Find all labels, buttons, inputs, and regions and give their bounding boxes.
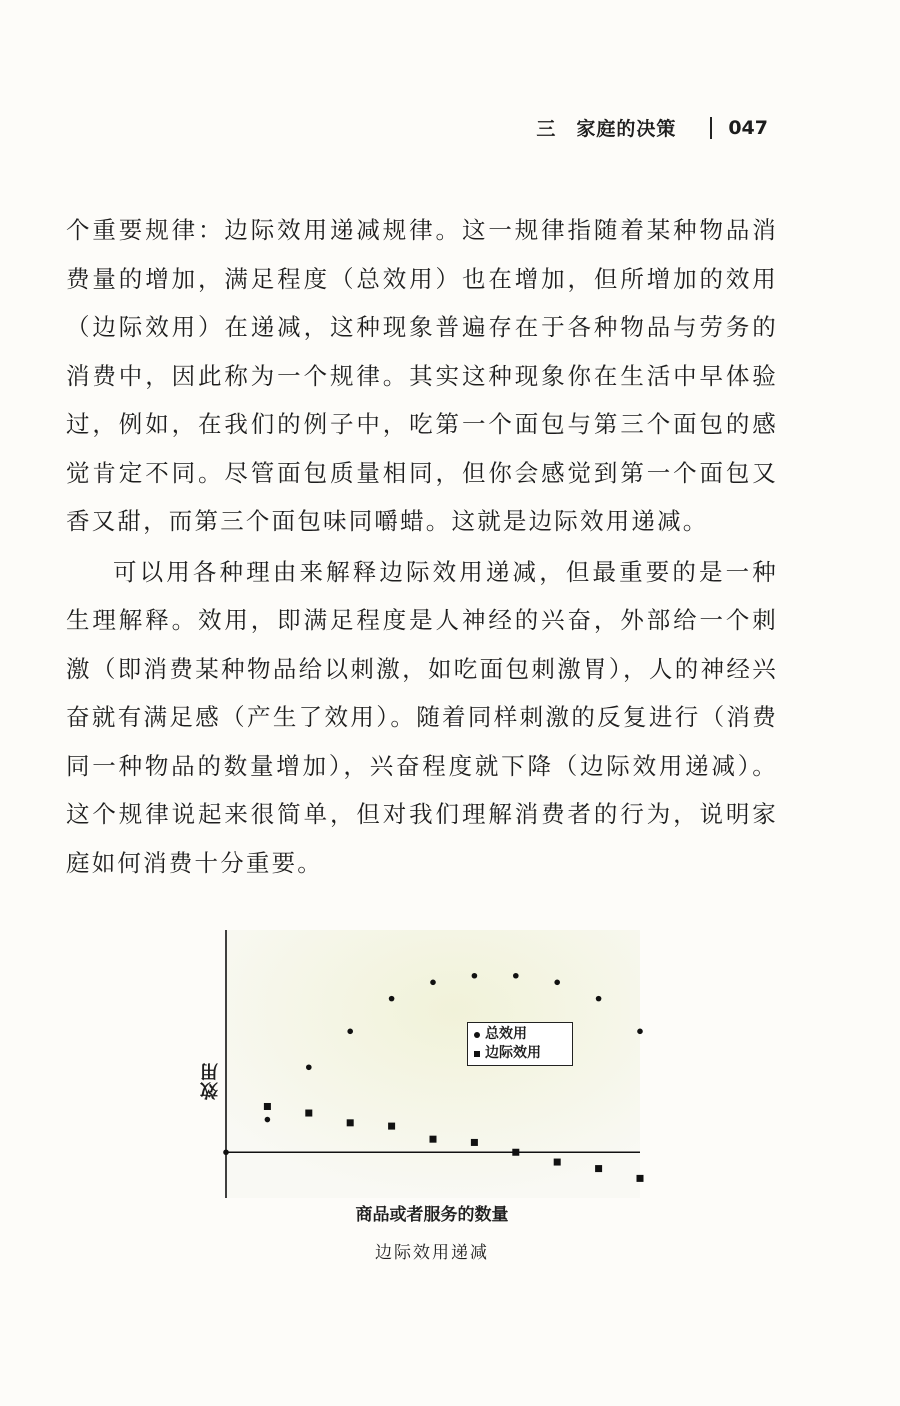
- square-marker-icon: [474, 1051, 480, 1057]
- y-axis-label: 效用: [200, 1062, 221, 1100]
- total-utility-point-3: [347, 1029, 353, 1035]
- figure-caption: 边际效用递减: [375, 1243, 489, 1263]
- x-axis-label: 商品或者服务的数量: [355, 1205, 509, 1225]
- marginal-utility-point-6: [471, 1139, 478, 1146]
- header-separator: [710, 117, 712, 139]
- body-text: [66, 206, 778, 887]
- marginal-utility-point-3: [347, 1119, 354, 1126]
- total-utility-point-4: [389, 996, 395, 1002]
- paragraph-1: 个重要规律：边际效用递减规律。这一规律指随着某种物品消费量的增加，满足程度（总效用）也在增加，但所增加的效用（边际效用）在递减，这种现象普遍存在于各种物品与劳务的消费中，因此称为一个规律。其实这种现象你在生活中早体验过，例如，在我们的例子中，吃第一个面包与第三个面包的感觉肯定不同。尽管面包质量相同，但你会感觉到第一个面包又香又甜，而第三个面包味同嚼蜡。这就是边际效用递减。: [66, 216, 778, 535]
- marginal-utility-point-1: [264, 1103, 271, 1110]
- total-utility-point-5: [430, 979, 436, 985]
- legend-label-marginal: 边际效用: [485, 1045, 541, 1061]
- total-utility-point-1: [265, 1117, 271, 1123]
- chart: [196, 926, 656, 1226]
- plot-area: [226, 930, 640, 1198]
- legend-label-total: 总效用: [485, 1026, 527, 1042]
- marginal-utility-point-8: [554, 1159, 561, 1166]
- chapter-title: 三 家庭的决策: [536, 118, 677, 140]
- marginal-utility-point-2: [305, 1110, 312, 1117]
- total-utility-point-2: [306, 1064, 312, 1070]
- total-utility-point-6: [472, 973, 478, 979]
- chart-svg: [196, 926, 656, 1226]
- legend-item-total: [474, 1025, 566, 1044]
- marginal-utility-point-5: [430, 1136, 437, 1143]
- marginal-utility-point-10: [637, 1175, 644, 1182]
- paragraph-2: 可以用各种理由来解释边际效用递减，但最重要的是一种生理解释。效用，即满足程度是人神经的兴奋，外部给一个刺激（即消费某种物品给以刺激，如吃面包刺激胃），人的神经兴奋就有满足感（产生了效用）。随着同样刺激的反复进行（消费同一种物品的数量增加），兴奋程度就下降（边际效用递减）。这个规律说起来很简单，但对我们理解消费者的行为，说明家庭如何消费十分重要。: [66, 557, 778, 877]
- marginal-utility-point-4: [388, 1123, 395, 1130]
- dot-marker-icon: [474, 1032, 480, 1038]
- chart-legend: [467, 1022, 573, 1066]
- total-utility-point-0: [223, 1149, 229, 1155]
- total-utility-point-10: [637, 1029, 643, 1035]
- legend-item-marginal: [474, 1044, 566, 1063]
- marginal-utility-point-9: [595, 1165, 602, 1172]
- marginal-utility-point-7: [512, 1149, 519, 1156]
- page-number: 047: [728, 116, 768, 139]
- total-utility-point-8: [554, 979, 560, 985]
- running-header: [536, 114, 768, 141]
- total-utility-point-7: [513, 973, 519, 979]
- total-utility-point-9: [596, 996, 602, 1002]
